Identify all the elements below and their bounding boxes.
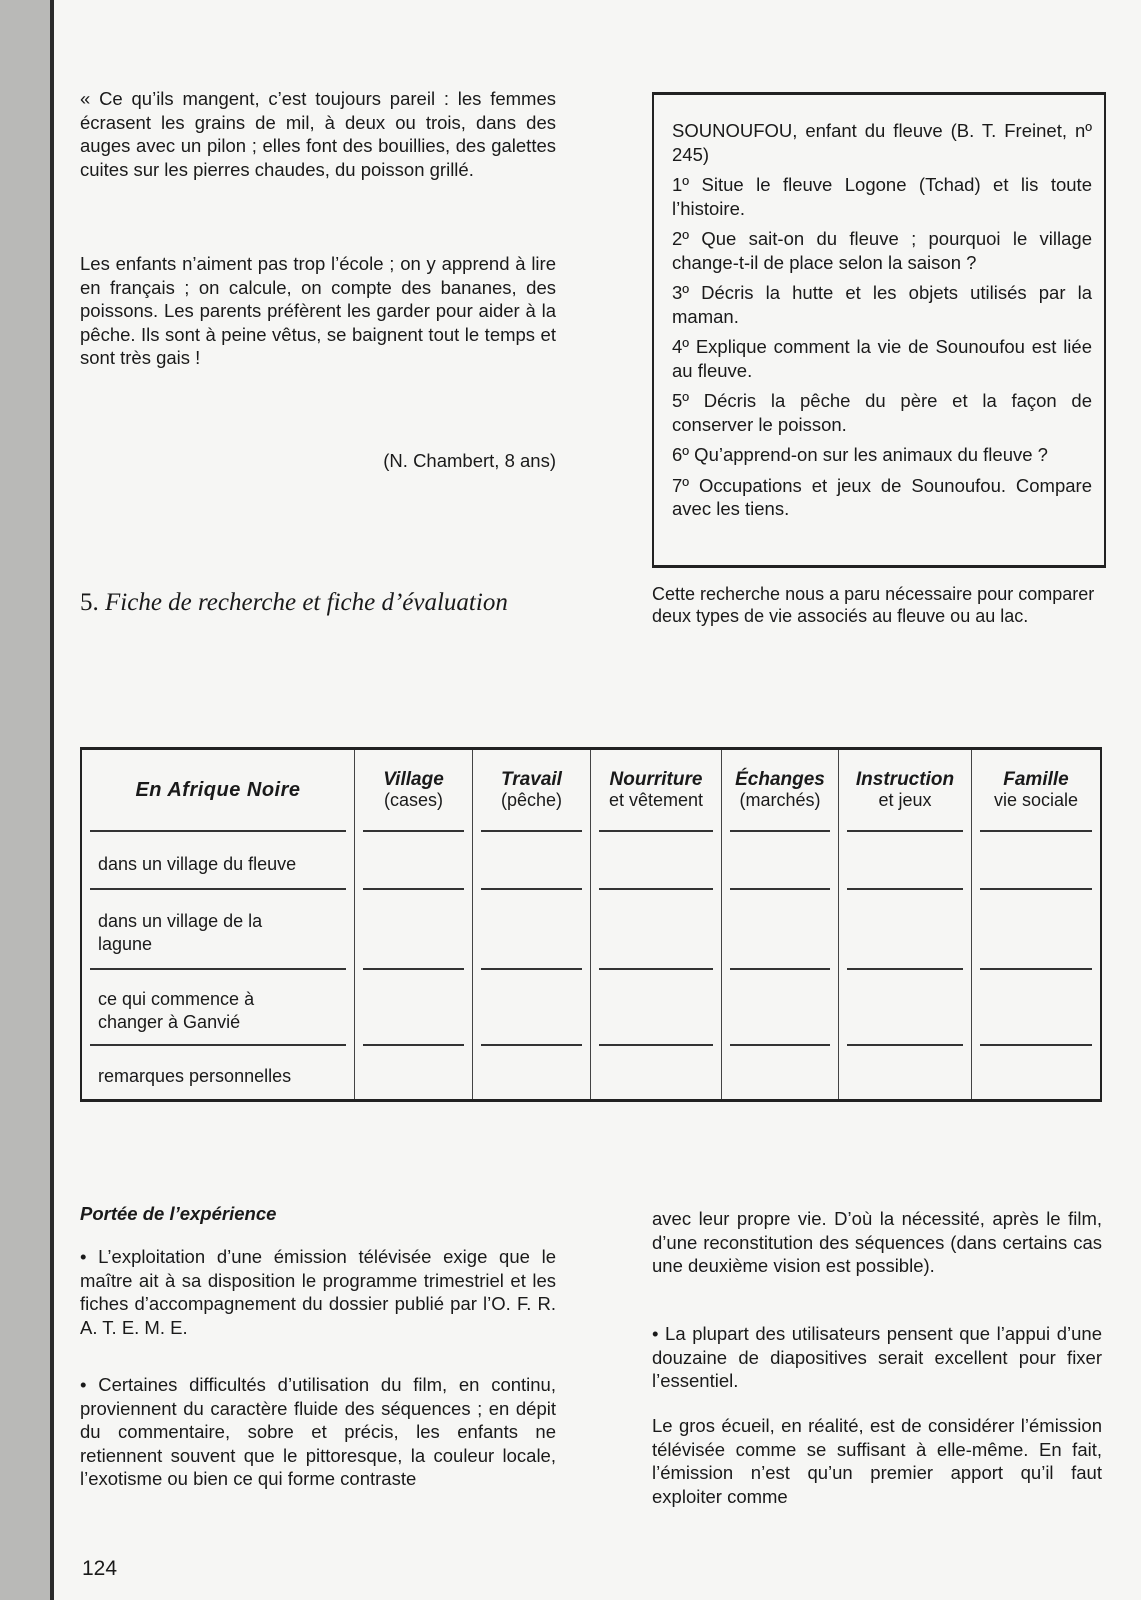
row-label: dans un village de la lagune [81,888,355,968]
box-item: 1º Situe le fleuve Logone (Tchad) et lis toute l’histoire. [672,174,1092,219]
table-cell [473,968,591,1044]
box-item: 4º Explique comment la vie de Sounoufou est liée au fleuve. [672,336,1092,381]
box-item: 7º Occupations et jeux de Sounoufou. Compare avec les tiens. [672,474,1092,519]
table-cell [355,830,473,888]
table-row [81,888,1101,968]
row-label: ce qui commence à changer à Ganvié [81,968,355,1044]
quote-text-2: Les enfants n’aiment pas trop l’école ; on y apprend à lire en français ; on calcule, on compte des bananes, des poissons. Les parents préfèrent les garder pour aider à la pêche. Ils sont à peine vêtus, se baignent tout le temps et sont très gais ! [80,253,556,368]
column-header: Village (cases) [355,749,473,831]
table-cell [839,968,972,1044]
box-item: 6º Qu’apprend-on sur les animaux du fleuve ? [672,444,1048,465]
table-cell [722,1044,839,1101]
table-row [81,1044,1101,1101]
table-cell [473,888,591,968]
box-title: SOUNOUFOU, enfant du fleuve (B. T. Freinet, nº 245) [672,120,1092,165]
section-title: Fiche de recherche et fiche d’évaluation [105,589,508,616]
section-number: 5. [80,589,99,616]
table-cell [839,830,972,888]
column-header: Travail (pêche) [473,749,591,831]
table-cell [591,888,722,968]
research-box [652,92,1106,568]
table-cell [722,888,839,968]
portee-continuation: avec leur propre vie. D’où la nécessité, après le film, d’une reconstitution des séquences (dans certains cas une deuxième vision est possible). [652,1208,1102,1276]
portee-bullet-2: • Certaines difficultés d’utilisation du film, en continu, proviennent du caractère fluide des séquences ; en dépit du commentaire, sobre et précis, les enfants ne retiennent souvent que le pittoresque, la couleur locale, l’exotisme ou bien ce qui forme contraste [80,1374,556,1489]
table-cell [591,830,722,888]
row-label: dans un village du fleuve [81,830,355,888]
table-cell [591,1044,722,1101]
table-cell [839,1044,972,1101]
table-cell [972,1044,1102,1101]
table-cell [473,1044,591,1101]
box-item: 2º Que sait-on du fleuve ; pourquoi le village change-t-il de place selon la saison ? [672,228,1092,273]
table-cell [972,968,1102,1044]
column-header: Échanges (marchés) [722,749,839,831]
table-cell [972,830,1102,888]
section-heading [80,588,560,618]
book-binding [0,0,50,1600]
column-header: Nourriture et vêtement [591,749,722,831]
quote-paragraph-1 [80,87,556,181]
recherche-note: Cette recherche nous a paru nécessaire pour comparer deux types de vie associés au fleuve ou au lac. [652,584,1095,626]
quote-text-1: « Ce qu’ils mangent, c’est toujours pareil : les femmes écrasent les grains de mil, à deux ou trois, dans des auges avec un pilon ; elles font des bouillies, des galettes cuites sur les pierres chaudes, du poisson grillé. [80,88,556,180]
table-row [81,830,1101,888]
quote-paragraph-2 [80,252,556,370]
evaluation-table [80,747,1102,1102]
quote-signature: (N. Chambert, 8 ans) [383,450,556,471]
table-header-row [81,749,1101,831]
table-row [81,968,1101,1044]
table-cell [473,830,591,888]
row-label: remarques personnelles [81,1044,355,1101]
table-cell [722,968,839,1044]
table-corner-header: En Afrique Noire [135,778,301,801]
portee-heading: Portée de l’expérience [80,1203,277,1224]
page-number: 124 [82,1557,118,1580]
column-header: Famille vie sociale [972,749,1102,831]
table-cell [722,830,839,888]
column-header: Instruction et jeux [839,749,972,831]
table-cell [839,888,972,968]
table-cell [355,1044,473,1101]
table-cell [355,888,473,968]
portee-bullet-1: • L’exploitation d’une émission télévisée exige que le maître ait à sa disposition le programme trimestriel et les fiches d’accompagnement du dossier publié par l’O. F. R. A. T. E. M. E. [80,1246,556,1338]
box-item: 3º Décris la hutte et les objets utilisés par la maman. [672,282,1092,327]
portee-bullet-3: • La plupart des utilisateurs pensent que l’appui d’une douzaine de diapositives serait excellent pour fixer l’essentiel. [652,1323,1102,1391]
table-cell [591,968,722,1044]
table-cell [355,968,473,1044]
box-item: 5º Décris la pêche du père et la façon de conserver le poisson. [672,390,1092,435]
portee-closing: Le gros écueil, en réalité, est de considérer l’émission télévisée comme se suffisant à elle-même. En fait, l’émission n’est qu’un premier apport qu’il faut exploiter comme [652,1415,1102,1507]
table-cell [972,888,1102,968]
